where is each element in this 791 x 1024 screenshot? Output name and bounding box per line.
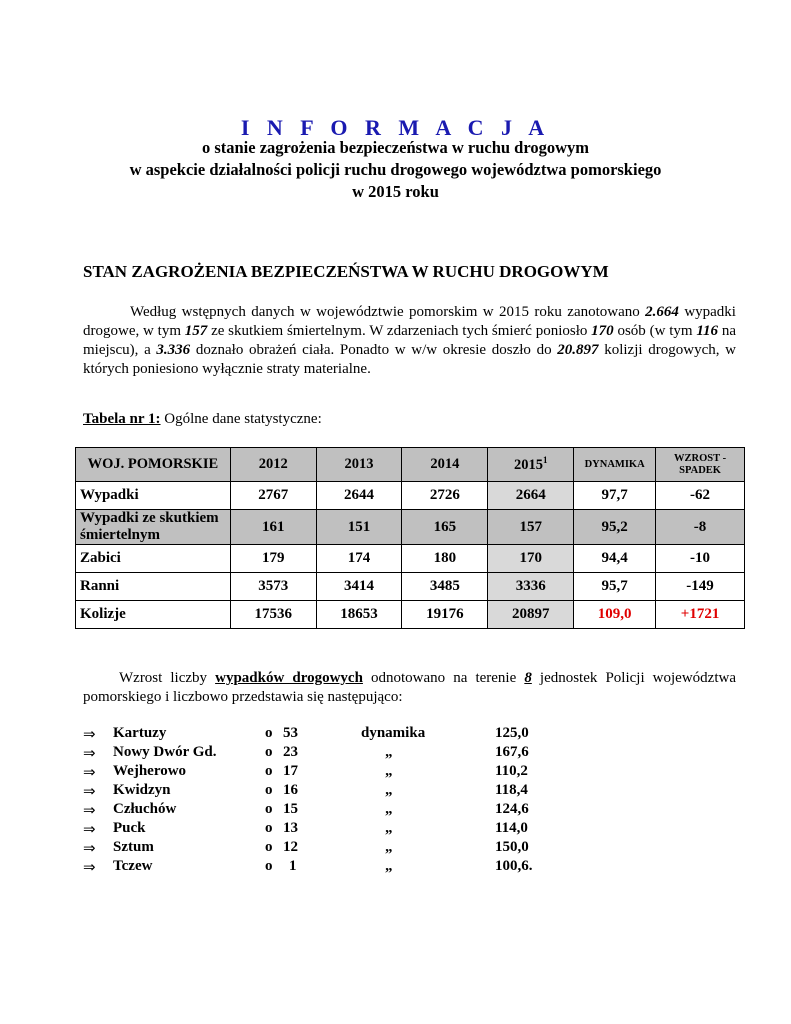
unit-dynamics: 118,4	[495, 782, 528, 798]
increase-highlight: wypadków drogowych	[215, 670, 363, 686]
unit-increase: 15	[283, 801, 298, 817]
o-label: o	[265, 820, 273, 836]
arrow-icon: ⇒	[83, 727, 96, 743]
intro-value-accidents: 2.664	[645, 304, 679, 320]
header-2012: 2012	[230, 448, 316, 482]
cell-2015: 2664	[488, 482, 574, 510]
ditto-mark: „	[385, 801, 393, 817]
arrow-icon: ⇒	[83, 784, 96, 800]
document-title: I N F O R M A C J A	[240, 115, 551, 140]
unit-name: Tczew	[113, 858, 153, 874]
table-caption	[83, 411, 322, 428]
unit-name: Puck	[113, 820, 146, 836]
table-row	[76, 601, 745, 629]
unit-dynamics: 167,6	[495, 744, 529, 760]
cell-2014: 3485	[402, 573, 488, 601]
intro-text-3: ze skutkiem śmiertelnym. W zdarzeniach tych śmierć poniosło	[207, 323, 592, 339]
subtitle-line-1: o stanie zagrożenia bezpieczeństwa w ruchu drogowym	[201, 138, 590, 157]
cell-change: -149	[656, 573, 745, 601]
intro-value-fatal: 157	[184, 323, 208, 339]
ditto-mark: „	[385, 782, 393, 798]
footnote-mark: 1	[542, 455, 548, 466]
unit-dynamics: 150,0	[495, 839, 529, 855]
cell-2014: 2726	[402, 482, 488, 510]
o-label: o	[265, 801, 273, 817]
header-2014: 2014	[402, 448, 488, 482]
table-row	[76, 510, 745, 545]
subtitle-line-2: w aspekcie działalności policji ruchu drogowego województwa pomorskiego	[129, 160, 662, 179]
cell-2012: 161	[230, 510, 316, 545]
unit-increase: 16	[283, 782, 298, 798]
intro-value-injured: 3.336	[156, 342, 191, 358]
subtitle-line-3: w 2015 roku	[352, 182, 439, 201]
table-row	[76, 573, 745, 601]
unit-increase: 1	[289, 858, 297, 874]
arrow-icon: ⇒	[83, 860, 96, 876]
unit-name: Człuchów	[113, 801, 177, 817]
o-label: o	[265, 858, 273, 874]
unit-increase: 12	[283, 839, 298, 855]
intro-text-5: na miejscu), a	[83, 323, 736, 358]
unit-increase: 13	[283, 820, 298, 836]
unit-dynamics: 100,6.	[495, 858, 533, 874]
row-label: Ranni	[76, 573, 231, 601]
statistics-table	[75, 447, 745, 629]
increase-text-1: Wzrost liczby	[119, 670, 216, 686]
ditto-mark: „	[385, 839, 393, 855]
intro-value-collisions: 20.897	[557, 342, 599, 358]
intro-text-6: doznało obrażeń ciała. Ponadto w w/w okresie doszło do	[190, 342, 558, 358]
cell-dynamics: 95,2	[574, 510, 656, 545]
cell-dynamics: 97,7	[574, 482, 656, 510]
cell-2015: 157	[488, 510, 574, 545]
arrow-icon: ⇒	[83, 822, 96, 838]
ditto-mark: „	[385, 820, 393, 836]
arrow-icon: ⇒	[83, 746, 96, 762]
o-label: o	[265, 744, 273, 760]
cell-2013: 2644	[316, 482, 402, 510]
unit-name: Sztum	[113, 839, 154, 855]
increase-count: 8	[524, 670, 532, 686]
unit-dynamics: 110,2	[495, 763, 528, 779]
cell-change: -10	[656, 545, 745, 573]
o-label: o	[265, 763, 273, 779]
o-label: o	[265, 725, 273, 741]
intro-value-killed: 170	[591, 323, 614, 339]
header-2015	[488, 448, 574, 482]
ditto-mark: „	[385, 744, 393, 760]
unit-increase: 23	[283, 744, 298, 760]
row-label: Kolizje	[76, 601, 231, 629]
cell-2013: 3414	[316, 573, 402, 601]
cell-2013: 18653	[316, 601, 402, 629]
cell-change: +1721	[656, 601, 745, 629]
header-dynamics: DYNAMIKA	[574, 448, 656, 482]
row-label: Zabici	[76, 545, 231, 573]
unit-dynamics: 125,0	[495, 725, 529, 741]
cell-2013: 174	[316, 545, 402, 573]
dynamics-label: dynamika	[361, 725, 426, 741]
intro-text-7: kolizji drogowych, w których poniesiono wyłącznie straty materialne.	[83, 342, 736, 377]
ditto-mark: „	[385, 858, 393, 874]
cell-2012: 17536	[230, 601, 316, 629]
unit-increase: 53	[283, 725, 298, 741]
cell-2012: 3573	[230, 573, 316, 601]
row-label: Wypadki ze skutkiem śmiertelnym	[76, 510, 231, 545]
cell-2015: 3336	[488, 573, 574, 601]
table-header-row	[76, 448, 745, 482]
ditto-mark: „	[385, 763, 393, 779]
cell-change: -62	[656, 482, 745, 510]
o-label: o	[265, 839, 273, 855]
cell-dynamics: 95,7	[574, 573, 656, 601]
header-2013: 2013	[316, 448, 402, 482]
intro-text-1: Według wstępnych danych w województwie pomorskim w 2015 roku zanotowano	[130, 304, 646, 320]
cell-2013: 151	[316, 510, 402, 545]
intro-value-on-site: 116	[696, 323, 719, 339]
arrow-icon: ⇒	[83, 803, 96, 819]
section-heading: STAN ZAGROŻENIA BEZPIECZEŃSTWA W RUCHU DROGOWYM	[83, 262, 609, 281]
unit-dynamics: 124,6	[495, 801, 529, 817]
table-row	[76, 482, 745, 510]
header-region: WOJ. POMORSKIE	[76, 448, 231, 482]
intro-paragraph	[83, 303, 736, 379]
header-change: WZROST - SPADEK	[656, 448, 745, 482]
increase-text-2: odnotowano na terenie	[362, 670, 525, 686]
intro-text-4: osób (w tym	[613, 323, 697, 339]
cell-2012: 179	[230, 545, 316, 573]
unit-name: Kartuzy	[113, 725, 167, 741]
arrow-icon: ⇒	[83, 765, 96, 781]
cell-dynamics: 109,0	[574, 601, 656, 629]
row-label: Wypadki	[76, 482, 231, 510]
table-caption-label: Tabela nr 1:	[83, 411, 161, 427]
unit-name: Nowy Dwór Gd.	[113, 744, 217, 760]
cell-2012: 2767	[230, 482, 316, 510]
table-row	[76, 545, 745, 573]
cell-change: -8	[656, 510, 745, 545]
unit-name: Kwidzyn	[113, 782, 171, 798]
cell-2014: 165	[402, 510, 488, 545]
increase-paragraph	[83, 669, 736, 707]
cell-2015: 170	[488, 545, 574, 573]
table-caption-text: Ogólne dane statystyczne:	[160, 411, 322, 427]
cell-dynamics: 94,4	[574, 545, 656, 573]
o-label: o	[265, 782, 273, 798]
cell-2014: 19176	[402, 601, 488, 629]
header-2015-label: 2015	[513, 456, 543, 473]
arrow-icon: ⇒	[83, 841, 96, 857]
unit-name: Wejherowo	[113, 763, 187, 779]
cell-2014: 180	[402, 545, 488, 573]
unit-increase: 17	[283, 763, 298, 779]
intro-text-2: wypadki drogowe, w tym	[83, 304, 736, 339]
increase-text-3: jednostek Policji województwa pomorskiego i liczbowo przedstawia się następująco:	[83, 670, 736, 705]
cell-2015: 20897	[488, 601, 574, 629]
unit-dynamics: 114,0	[495, 820, 528, 836]
